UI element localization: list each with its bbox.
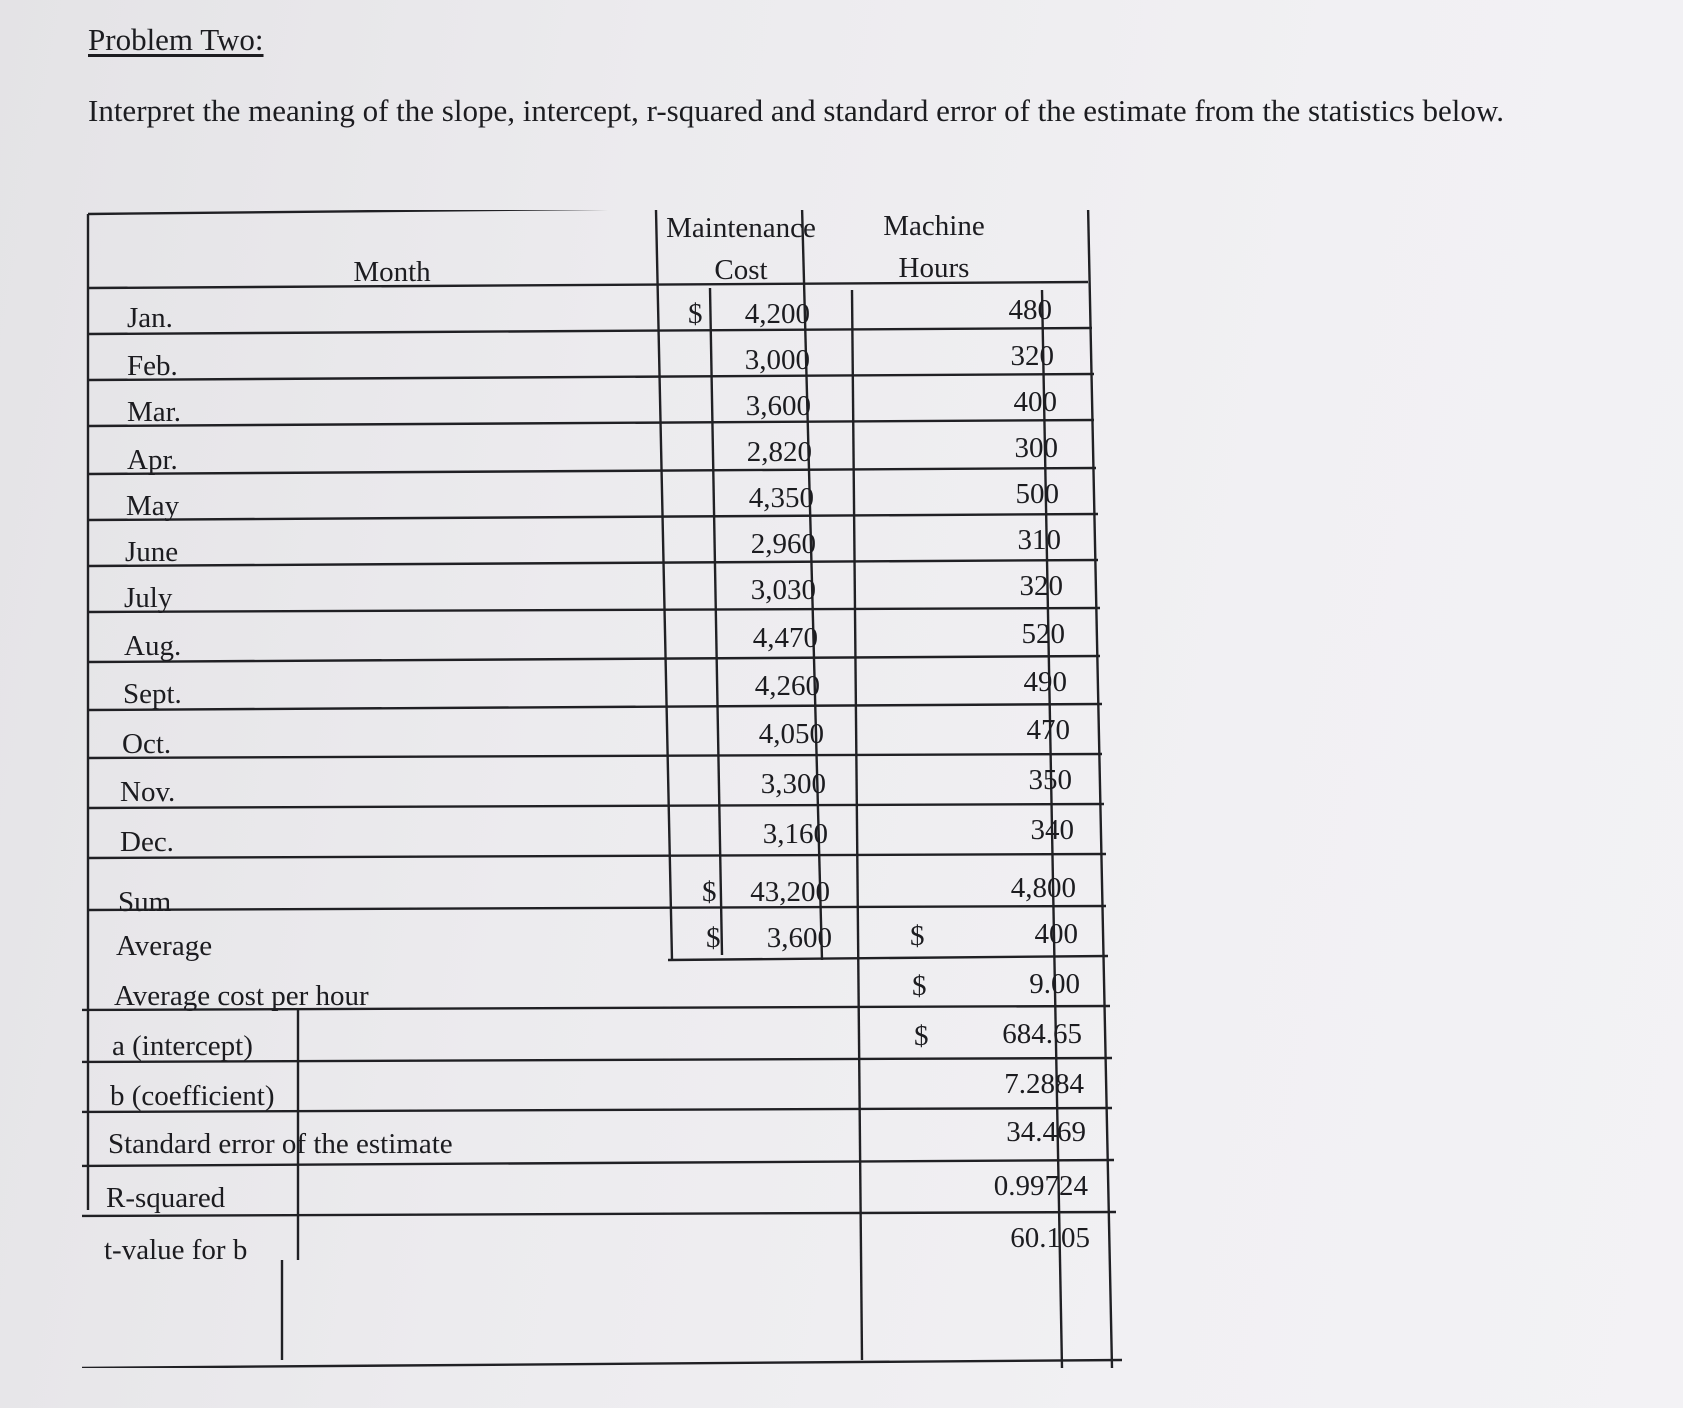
machine-hours-value: 470 (1026, 714, 1070, 746)
machine-hours-value: 350 (1028, 764, 1072, 796)
sum-currency: $ (702, 876, 717, 908)
stat-label: Average cost per hour (114, 980, 369, 1012)
maintenance-cost-value: 4,050 (758, 718, 824, 750)
machine-hours-value: 320 (1010, 340, 1054, 372)
maintenance-cost-value: 4,260 (754, 670, 820, 702)
stat-currency: $ (914, 1020, 929, 1052)
maintenance-header-line1: Maintenance (666, 212, 816, 244)
machine-hours-value: 490 (1023, 666, 1067, 698)
month-label: Jan. (127, 302, 173, 334)
month-label: Sept. (123, 678, 182, 710)
stat-value: 9.00 (1029, 968, 1080, 1000)
stat-value: 60.105 (1010, 1222, 1090, 1254)
stat-value: 7.2884 (1004, 1068, 1084, 1100)
month-header: Month (353, 256, 431, 288)
month-label: Feb. (127, 350, 178, 382)
stat-label: t-value for b (104, 1234, 248, 1266)
machine-hours-value: 340 (1030, 814, 1074, 846)
stat-value: 684.65 (1002, 1018, 1082, 1050)
stat-value: 34.469 (1006, 1116, 1086, 1148)
month-label: Aug. (124, 630, 182, 662)
machine-hours-value: 310 (1017, 524, 1061, 556)
month-label: June (125, 536, 179, 568)
month-label: May (126, 490, 180, 522)
average-hours-currency: $ (910, 920, 925, 952)
maintenance-cost-value: 2,820 (746, 436, 812, 468)
maintenance-cost-value: 3,160 (762, 818, 828, 850)
sum-label: Sum (118, 886, 172, 918)
hours-currency-divider (852, 290, 862, 1360)
problem-heading: Problem Two: (88, 22, 264, 57)
stat-label: R-squared (106, 1182, 226, 1214)
machine-hours-value: 300 (1014, 432, 1058, 464)
machine-hours-value: 500 (1015, 478, 1059, 510)
month-label: Dec. (120, 826, 174, 858)
maintenance-cost-value: 3,600 (745, 390, 811, 422)
regression-table (82, 210, 1140, 1368)
machine-header-line2: Hours (898, 252, 970, 284)
stat-value: 0.99724 (993, 1170, 1088, 1202)
maintenance-cost-value: 3,030 (750, 574, 816, 606)
stat-label: a (intercept) (112, 1030, 253, 1062)
maintenance-cost-value: 4,350 (748, 482, 814, 514)
sum-cost-value: 43,200 (750, 876, 830, 908)
maintenance-header-line2: Cost (714, 254, 768, 286)
average-hours-value: 400 (1034, 918, 1078, 950)
machine-hours-value: 400 (1013, 386, 1057, 418)
machine-header-line1: Machine (883, 210, 985, 242)
month-label: Apr. (127, 444, 178, 476)
maintenance-cost-value: 2,960 (750, 528, 816, 560)
machine-hours-value: 520 (1021, 618, 1065, 650)
month-label: Nov. (120, 776, 176, 808)
stat-currency: $ (912, 970, 927, 1002)
machine-hours-value: 480 (1008, 294, 1052, 326)
month-label: Oct. (122, 728, 172, 760)
average-label: Average (116, 930, 213, 962)
table-right-border (1088, 210, 1112, 1368)
cost-currency: $ (688, 298, 703, 330)
maintenance-cost-value: 4,470 (752, 622, 818, 654)
month-label: Mar. (127, 396, 181, 428)
machine-hours-value: 320 (1019, 570, 1063, 602)
average-currency: $ (706, 922, 721, 954)
maintenance-cost-value: 3,000 (744, 344, 810, 376)
maintenance-cost-value: 3,300 (760, 768, 826, 800)
average-cost-value: 3,600 (766, 922, 832, 954)
stat-label: b (coefficient) (110, 1080, 275, 1112)
month-cost-divider (656, 210, 672, 960)
problem-prompt: Interpret the meaning of the slope, intercept, r-squared and standard error of the estimate from the statistics below. (88, 93, 1504, 128)
stat-label: Standard error of the estimate (108, 1128, 453, 1160)
sum-hours-value: 4,800 (1010, 872, 1076, 904)
month-label: July (124, 582, 173, 614)
maintenance-cost-value: 4,200 (744, 298, 810, 330)
